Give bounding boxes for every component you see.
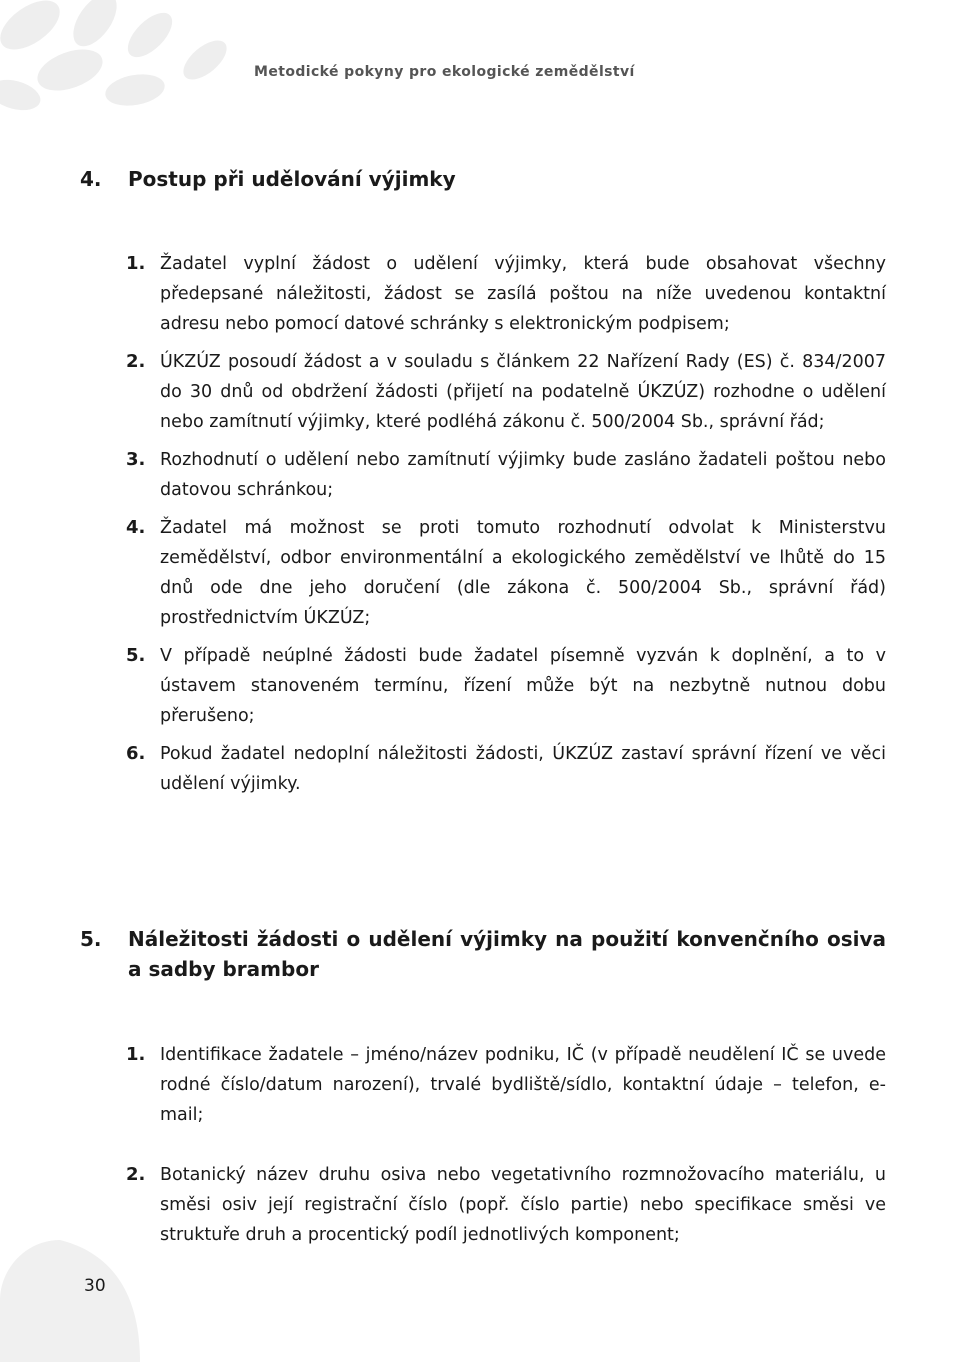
item-number: 6.: [126, 743, 146, 764]
item-number: 1.: [126, 1044, 146, 1065]
list-item: [126, 641, 886, 731]
item-number: 3.: [126, 449, 146, 470]
item-text: Botanický název druhu osiva nebo vegetativního rozmnožovacího materiálu, u směsi osiv její registrační číslo (popř. číslo partie) nebo specifikace směsi ve struktuře druh a procentický podíl jednotlivých komponent;: [160, 1165, 886, 1245]
item-text: Pokud žadatel nedoplní náležitosti žádosti, ÚKZÚZ zastaví správní řízení ve věci udělení výjimky.: [160, 744, 886, 794]
list-item: [126, 347, 886, 437]
section-5-list: [126, 1040, 886, 1280]
item-text: V případě neúplné žádosti bude žadatel písemně vyzván k doplnění, a to v ústavem stanoveném termínu, řízení může být na nezbytně nutnou dobu přerušeno;: [160, 646, 886, 726]
list-item: [126, 513, 886, 633]
item-text: Žadatel vyplní žádost o udělení výjimky, která bude obsahovat všechny předepsané náležitosti, žádost se zasílá poštou na níže uvedenou kontaktní adresu nebo pomocí datové schránky s elektronickým podpisem;: [160, 254, 886, 334]
page-number: 30: [84, 1276, 106, 1296]
leaf-decoration-icon: [0, 0, 260, 120]
section-title: Postup při udělování výjimky: [128, 167, 456, 191]
section-title: Náležitosti žádosti o udělení výjimky na použití konvenčního osiva a sadby brambor: [128, 927, 886, 981]
section-5-heading: [80, 924, 886, 984]
section-4-list: [126, 249, 886, 807]
item-text: ÚKZÚZ posoudí žádost a v souladu s článkem 22 Nařízení Rady (ES) č. 834/2007 do 30 dnů od obdržení žádosti (přijetí na podatelně ÚKZÚZ) rozhodne o udělení nebo zamítnutí výjimky, které podléhá zákonu č. 500/2004 Sb., správní řád;: [160, 352, 886, 432]
section-number: 5.: [80, 927, 102, 951]
corner-decoration-icon: [0, 1240, 140, 1362]
item-text: Identifikace žadatele – jméno/název podniku, IČ (v případě neudělení IČ se uvede rodné číslo/datum narození), trvalé bydliště/sídlo, kontaktní údaje – telefon, e-mail;: [160, 1045, 886, 1125]
item-number: 2.: [126, 1164, 146, 1185]
running-header: Metodické pokyny pro ekologické zemědělství: [254, 64, 635, 80]
list-item: [126, 739, 886, 799]
list-item: [126, 1160, 886, 1250]
list-item: [126, 445, 886, 505]
list-item: [126, 249, 886, 339]
item-text: Rozhodnutí o udělení nebo zamítnutí výjimky bude zasláno žadateli poštou nebo datovou schránkou;: [160, 450, 886, 500]
section-4-heading: [80, 164, 886, 194]
section-number: 4.: [80, 167, 102, 191]
item-number: 2.: [126, 351, 146, 372]
item-text: Žadatel má možnost se proti tomuto rozhodnutí odvolat k Ministerstvu zemědělství, odbor environmentální a ekologického zemědělství ve lhůtě do 15 dnů ode dne jeho doručení (dle zákona č. 500/2004 Sb., správní řád) prostřednictvím ÚKZÚZ;: [160, 518, 886, 628]
item-number: 4.: [126, 517, 146, 538]
item-number: 5.: [126, 645, 146, 666]
list-item: [126, 1040, 886, 1130]
item-number: 1.: [126, 253, 146, 274]
